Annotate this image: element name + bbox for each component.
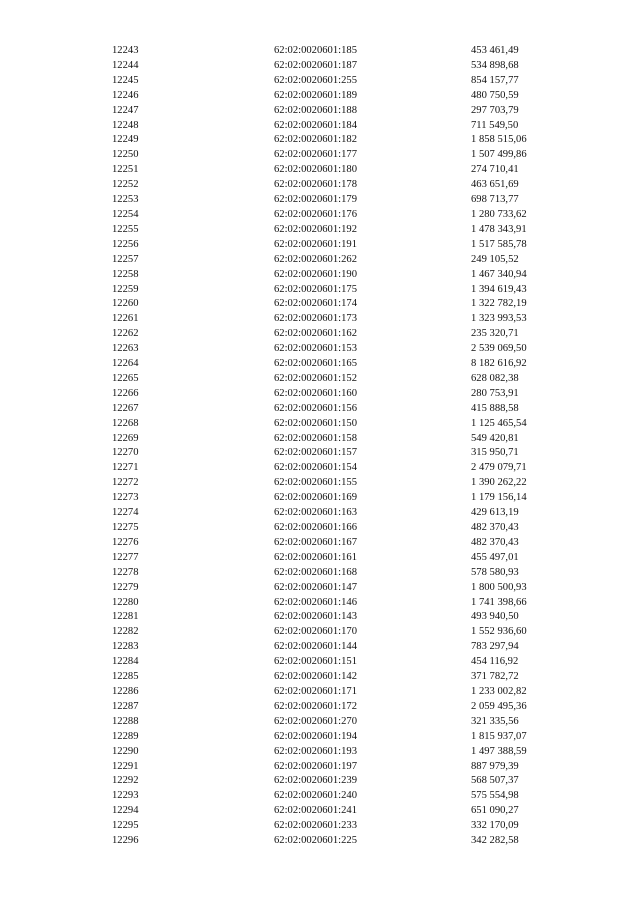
table-row: [112, 760, 591, 775]
cadastral-number: 62:02:0020601:176: [274, 208, 357, 220]
cadastral-number: 62:02:0020601:190: [274, 268, 357, 280]
table-row: [112, 715, 591, 730]
table-row: [112, 148, 591, 163]
row-number: 12294: [112, 805, 139, 817]
cadastral-value: 249 105,52: [471, 253, 519, 265]
row-number: 12259: [112, 283, 139, 295]
row-number: 12278: [112, 566, 139, 578]
row-number: 12246: [112, 89, 139, 101]
table-row: [112, 178, 591, 193]
row-number: 12254: [112, 208, 139, 220]
cadastral-value: 887 979,39: [471, 760, 519, 772]
cadastral-number: 62:02:0020601:163: [274, 507, 357, 519]
cadastral-value: 854 157,77: [471, 74, 519, 86]
cadastral-number: 62:02:0020601:165: [274, 358, 357, 370]
row-number: 12280: [112, 596, 139, 608]
table-row: [112, 834, 591, 849]
row-number: 12281: [112, 611, 139, 623]
table-row: [112, 774, 591, 789]
cadastral-number: 62:02:0020601:262: [274, 253, 357, 265]
row-number: 12296: [112, 835, 139, 847]
cadastral-number: 62:02:0020601:188: [274, 104, 357, 116]
row-number: 12258: [112, 268, 139, 280]
table-row: [112, 804, 591, 819]
cadastral-number: 62:02:0020601:239: [274, 775, 357, 787]
row-number: 12263: [112, 343, 139, 355]
row-number: 12264: [112, 358, 139, 370]
row-number: 12277: [112, 551, 139, 563]
cadastral-number: 62:02:0020601:161: [274, 551, 357, 563]
cadastral-value: 463 651,69: [471, 179, 519, 191]
cadastral-number: 62:02:0020601:197: [274, 760, 357, 772]
table-row: [112, 819, 591, 834]
cadastral-number: 62:02:0020601:174: [274, 298, 357, 310]
table-row: [112, 89, 591, 104]
table-row: [112, 59, 591, 74]
table-row: [112, 521, 591, 536]
table-row: [112, 581, 591, 596]
table-body: [112, 44, 591, 849]
cadastral-value: 1 497 388,59: [471, 745, 527, 757]
row-number: 12273: [112, 492, 139, 504]
row-number: 12262: [112, 328, 139, 340]
cadastral-value: 783 297,94: [471, 641, 519, 653]
row-number: 12285: [112, 671, 139, 683]
cadastral-value: 371 782,72: [471, 671, 519, 683]
table-row: [112, 387, 591, 402]
cadastral-number: 62:02:0020601:168: [274, 566, 357, 578]
row-number: 12295: [112, 820, 139, 832]
cadastral-number: 62:02:0020601:167: [274, 536, 357, 548]
cadastral-value: 429 613,19: [471, 507, 519, 519]
row-number: 12269: [112, 432, 139, 444]
cadastral-value: 8 182 616,92: [471, 358, 527, 370]
cadastral-number: 62:02:0020601:171: [274, 685, 357, 697]
table-row: [112, 685, 591, 700]
row-number: 12275: [112, 522, 139, 533]
cadastral-value: 274 710,41: [471, 164, 519, 176]
row-number: 12266: [112, 387, 139, 399]
row-number: 12261: [112, 313, 139, 325]
table-row: [112, 74, 591, 89]
cadastral-number: 62:02:0020601:158: [274, 432, 357, 444]
table-row: [112, 551, 591, 566]
table-row: [112, 163, 591, 178]
cadastral-number: 62:02:0020601:179: [274, 194, 357, 206]
table-row: [112, 566, 591, 581]
table-row: [112, 432, 591, 447]
cadastral-number: 62:02:0020601:173: [274, 313, 357, 325]
cadastral-value: 1 125 465,54: [471, 417, 527, 429]
table-row: [112, 253, 591, 268]
cadastral-value: 578 580,93: [471, 566, 519, 578]
cadastral-number: 62:02:0020601:185: [274, 45, 357, 56]
table-row: [112, 283, 591, 298]
cadastral-value: 2 539 069,50: [471, 343, 527, 355]
row-number: 12271: [112, 462, 139, 474]
cadastral-number: 62:02:0020601:147: [274, 581, 357, 593]
row-number: 12252: [112, 179, 139, 191]
cadastral-number: 62:02:0020601:189: [274, 89, 357, 101]
cadastral-value: 480 750,59: [471, 89, 519, 101]
row-number: 12243: [112, 45, 139, 56]
cadastral-value: 1 800 500,93: [471, 581, 527, 593]
row-number: 12255: [112, 223, 139, 235]
table-row: [112, 789, 591, 804]
cadastral-number: 62:02:0020601:240: [274, 790, 357, 802]
cadastral-value: 1 323 993,53: [471, 313, 527, 325]
table-row: [112, 506, 591, 521]
table-row: [112, 297, 591, 312]
row-number: 12293: [112, 790, 139, 802]
cadastral-value: 315 950,71: [471, 447, 519, 459]
cadastral-value: 1 390 262,22: [471, 477, 527, 489]
table-row: [112, 119, 591, 134]
table-row: [112, 238, 591, 253]
cadastral-number: 62:02:0020601:178: [274, 179, 357, 191]
row-number: 12276: [112, 536, 139, 548]
cadastral-value: 1 858 515,06: [471, 134, 527, 146]
table-row: [112, 640, 591, 655]
cadastral-number: 62:02:0020601:146: [274, 596, 357, 608]
cadastral-number: 62:02:0020601:184: [274, 119, 357, 131]
cadastral-value: 332 170,09: [471, 820, 519, 832]
cadastral-value: 1 233 002,82: [471, 685, 527, 697]
table-row: [112, 655, 591, 670]
cadastral-value: 342 282,58: [471, 835, 519, 847]
table-row: [112, 417, 591, 432]
cadastral-number: 62:02:0020601:152: [274, 372, 357, 384]
cadastral-value: 1 394 619,43: [471, 283, 527, 295]
row-number: 12291: [112, 760, 139, 772]
row-number: 12270: [112, 447, 139, 459]
row-number: 12244: [112, 59, 139, 71]
row-number: 12272: [112, 477, 139, 489]
cadastral-number: 62:02:0020601:160: [274, 387, 357, 399]
table-row: [112, 193, 591, 208]
table-row: [112, 223, 591, 238]
cadastral-number: 62:02:0020601:162: [274, 328, 357, 340]
row-number: 12260: [112, 298, 139, 310]
cadastral-number: 62:02:0020601:241: [274, 805, 357, 817]
cadastral-value: 568 507,37: [471, 775, 519, 787]
row-number: 12248: [112, 119, 139, 131]
row-number: 12267: [112, 402, 139, 414]
table-row: [112, 342, 591, 357]
table-row: [112, 312, 591, 327]
row-number: 12290: [112, 745, 139, 757]
cadastral-value: 482 370,43: [471, 536, 519, 548]
table-row: [112, 476, 591, 491]
cadastral-number: 62:02:0020601:193: [274, 745, 357, 757]
cadastral-value: 711 549,50: [471, 119, 519, 131]
cadastral-value: 2 479 079,71: [471, 462, 527, 474]
row-number: 12288: [112, 715, 139, 727]
cadastral-number: 62:02:0020601:144: [274, 641, 357, 653]
cadastral-value: 235 320,71: [471, 328, 519, 340]
cadastral-number: 62:02:0020601:180: [274, 164, 357, 176]
row-number: 12282: [112, 626, 139, 638]
row-number: 12253: [112, 194, 139, 206]
cadastral-number: 62:02:0020601:270: [274, 715, 357, 727]
row-number: 12265: [112, 372, 139, 384]
cadastral-number: 62:02:0020601:191: [274, 238, 357, 250]
table-row: [112, 133, 591, 148]
cadastral-value: 280 753,91: [471, 387, 519, 399]
cadastral-number: 62:02:0020601:192: [274, 223, 357, 235]
table-row: [112, 745, 591, 760]
row-number: 12292: [112, 775, 139, 787]
table-row: [112, 402, 591, 417]
cadastral-value: 454 116,92: [471, 656, 519, 668]
table-row: [112, 596, 591, 611]
row-number: 12268: [112, 417, 139, 429]
cadastral-number: 62:02:0020601:233: [274, 820, 357, 832]
cadastral-number: 62:02:0020601:153: [274, 343, 357, 355]
cadastral-number: 62:02:0020601:142: [274, 671, 357, 683]
table-row: [112, 357, 591, 372]
cadastral-value: 482 370,43: [471, 522, 519, 533]
cadastral-value: 549 420,81: [471, 432, 519, 444]
cadastral-number: 62:02:0020601:170: [274, 626, 357, 638]
row-number: 12289: [112, 730, 139, 742]
row-number: 12256: [112, 238, 139, 250]
cadastral-value: 1 815 937,07: [471, 730, 527, 742]
table-row: [112, 730, 591, 745]
table-row: [112, 536, 591, 551]
row-number: 12250: [112, 149, 139, 161]
row-number: 12286: [112, 685, 139, 697]
cadastral-value: 415 888,58: [471, 402, 519, 414]
table-row: [112, 491, 591, 506]
cadastral-number: 62:02:0020601:156: [274, 402, 357, 414]
table-row: [112, 104, 591, 119]
table-row: [112, 327, 591, 342]
cadastral-number: 62:02:0020601:225: [274, 835, 357, 847]
table-row: [112, 446, 591, 461]
table-row: [112, 268, 591, 283]
table-row: [112, 700, 591, 715]
cadastral-number: 62:02:0020601:143: [274, 611, 357, 623]
cadastral-value: 698 713,77: [471, 194, 519, 206]
table-row: [112, 372, 591, 387]
cadastral-value: 493 940,50: [471, 611, 519, 623]
cadastral-number: 62:02:0020601:150: [274, 417, 357, 429]
cadastral-number: 62:02:0020601:175: [274, 283, 357, 295]
cadastral-value: 2 059 495,36: [471, 700, 527, 712]
cadastral-value: 1 478 343,91: [471, 223, 527, 235]
cadastral-value: 1 322 782,19: [471, 298, 527, 310]
row-number: 12287: [112, 700, 139, 712]
cadastral-value: 455 497,01: [471, 551, 519, 563]
cadastral-number: 62:02:0020601:169: [274, 492, 357, 504]
cadastral-value: 321 335,56: [471, 715, 519, 727]
row-number: 12279: [112, 581, 139, 593]
cadastral-value: 1 467 340,94: [471, 268, 527, 280]
cadastral-number: 62:02:0020601:155: [274, 477, 357, 489]
cadastral-number: 62:02:0020601:157: [274, 447, 357, 459]
cadastral-number: 62:02:0020601:182: [274, 134, 357, 146]
row-number: 12257: [112, 253, 139, 265]
cadastral-value: 1 741 398,66: [471, 596, 527, 608]
row-number: 12274: [112, 507, 139, 519]
cadastral-value: 534 898,68: [471, 59, 519, 71]
table-row: [112, 610, 591, 625]
table-row: [112, 461, 591, 476]
table-row: [112, 625, 591, 640]
cadastral-value: 297 703,79: [471, 104, 519, 116]
table-row: [112, 670, 591, 685]
cadastral-number: 62:02:0020601:151: [274, 656, 357, 668]
cadastral-value: 453 461,49: [471, 45, 519, 56]
cadastral-number: 62:02:0020601:194: [274, 730, 357, 742]
cadastral-number: 62:02:0020601:154: [274, 462, 357, 474]
cadastral-number: 62:02:0020601:187: [274, 59, 357, 71]
cadastral-number: 62:02:0020601:255: [274, 74, 357, 86]
cadastral-value-table: [112, 44, 591, 849]
cadastral-value: 1 552 936,60: [471, 626, 527, 638]
cadastral-value: 651 090,27: [471, 805, 519, 817]
row-number: 12283: [112, 641, 139, 653]
table-row: [112, 208, 591, 223]
cadastral-value: 1 280 733,62: [471, 208, 527, 220]
cadastral-value: 1 179 156,14: [471, 492, 527, 504]
row-number: 12249: [112, 134, 139, 146]
cadastral-value: 1 517 585,78: [471, 238, 527, 250]
table-row: [112, 44, 591, 59]
cadastral-number: 62:02:0020601:172: [274, 700, 357, 712]
row-number: 12284: [112, 656, 139, 668]
cadastral-number: 62:02:0020601:177: [274, 149, 357, 161]
cadastral-value: 1 507 499,86: [471, 149, 527, 161]
cadastral-value: 575 554,98: [471, 790, 519, 802]
cadastral-number: 62:02:0020601:166: [274, 522, 357, 533]
cadastral-value: 628 082,38: [471, 372, 519, 384]
row-number: 12251: [112, 164, 139, 176]
row-number: 12245: [112, 74, 139, 86]
row-number: 12247: [112, 104, 139, 116]
